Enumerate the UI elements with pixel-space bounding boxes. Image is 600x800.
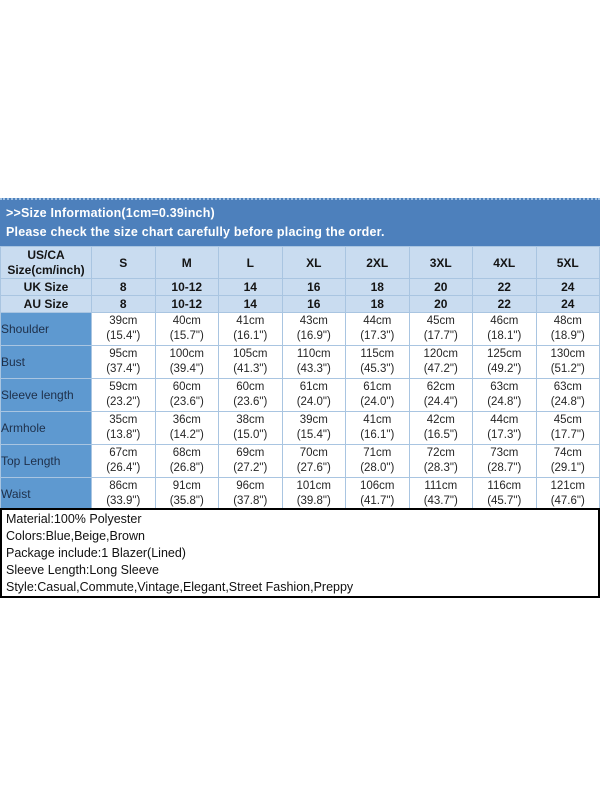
size-column-header: 3XL — [409, 247, 473, 279]
regional-size-cell: 22 — [473, 296, 537, 313]
measurement-cell — [155, 379, 219, 412]
regional-size-label: UK Size — [1, 279, 92, 296]
measurement-cm-value: 44cm — [490, 414, 519, 426]
measurement-inch-value: (23.2") — [106, 396, 141, 408]
size-column-header: 4XL — [473, 247, 537, 279]
measurement-inch-value: (23.6") — [169, 396, 204, 408]
measurement-cell — [409, 313, 473, 346]
measurement-cell — [219, 379, 283, 412]
measurement-cm-value: 63cm — [553, 381, 582, 393]
measurement-cm-value: 48cm — [553, 315, 582, 327]
regional-size-cell: 8 — [92, 296, 156, 313]
regional-size-cell: 14 — [219, 279, 283, 296]
regional-size-cell: 16 — [282, 296, 346, 313]
measurement-cell — [536, 445, 600, 478]
regional-size-cell: 10-12 — [155, 296, 219, 313]
measurement-label: Top Length — [1, 445, 92, 478]
measurement-cm-value: 36cm — [172, 414, 201, 426]
measurement-cell — [282, 478, 346, 511]
measurement-inch-value: (17.7") — [550, 429, 585, 441]
measurement-inch-value: (24.4") — [423, 396, 458, 408]
measurement-cm-value: 61cm — [299, 381, 328, 393]
measurement-inch-value: (33.9") — [106, 495, 141, 507]
measurement-row — [1, 412, 600, 445]
size-chart-table — [0, 246, 600, 511]
measurement-cm-value: 63cm — [490, 381, 519, 393]
measurement-inch-value: (15.4") — [296, 429, 331, 441]
regional-size-cell: 24 — [536, 279, 600, 296]
measurement-inch-value: (24.0") — [296, 396, 331, 408]
measurement-cell — [92, 478, 156, 511]
measurement-cm-value: 69cm — [236, 447, 265, 459]
measurement-cell — [155, 346, 219, 379]
measurement-cm-value: 41cm — [363, 414, 392, 426]
regional-size-cell: 8 — [92, 279, 156, 296]
measurement-cell — [219, 478, 283, 511]
corner-header-cell — [1, 247, 92, 279]
measurement-inch-value: (24.8") — [550, 396, 585, 408]
measurement-cell — [92, 445, 156, 478]
measurement-cell — [473, 346, 537, 379]
measurement-inch-value: (49.2") — [487, 363, 522, 375]
measurement-cm-value: 44cm — [363, 315, 392, 327]
product-details-box — [0, 508, 600, 598]
measurement-inch-value: (45.7") — [487, 495, 522, 507]
measurement-cm-value: 106cm — [359, 480, 395, 492]
regional-size-cell: 20 — [409, 296, 473, 313]
measurement-inch-value: (35.8") — [169, 495, 204, 507]
measurement-cm-value: 42cm — [426, 414, 455, 426]
product-detail-line: Colors:Blue,Beige,Brown — [6, 529, 145, 543]
corner-header-line2: Size(cm/inch) — [7, 262, 85, 277]
measurement-inch-value: (26.4") — [106, 462, 141, 474]
measurement-inch-value: (27.6") — [296, 462, 331, 474]
measurement-inch-value: (43.3") — [296, 363, 331, 375]
measurement-cell — [92, 346, 156, 379]
measurement-label: Bust — [1, 346, 92, 379]
size-column-header: 2XL — [346, 247, 410, 279]
product-detail-line: Package include:1 Blazer(Lined) — [6, 546, 186, 560]
measurement-cell — [473, 412, 537, 445]
measurement-row — [1, 313, 600, 346]
measurement-cm-value: 70cm — [299, 447, 328, 459]
regional-size-cell: 10-12 — [155, 279, 219, 296]
measurement-inch-value: (41.7") — [360, 495, 395, 507]
measurement-inch-value: (17.7") — [423, 330, 458, 342]
measurement-cm-value: 43cm — [299, 315, 328, 327]
measurement-inch-value: (24.8") — [487, 396, 522, 408]
measurement-inch-value: (14.2") — [169, 429, 204, 441]
measurement-cell — [219, 346, 283, 379]
size-column-header: M — [155, 247, 219, 279]
measurement-cell — [536, 346, 600, 379]
measurement-cell — [346, 346, 410, 379]
measurement-label: Waist — [1, 478, 92, 511]
product-detail-line: Style:Casual,Commute,Vintage,Elegant,Street Fashion,Preppy — [6, 580, 354, 594]
measurement-cm-value: 67cm — [109, 447, 138, 459]
regional-size-label: AU Size — [1, 296, 92, 313]
measurement-cm-value: 45cm — [426, 315, 455, 327]
measurement-cell — [282, 313, 346, 346]
measurement-cm-value: 110cm — [296, 348, 331, 360]
measurement-label: Sleeve length — [1, 379, 92, 412]
measurement-cell — [282, 346, 346, 379]
measurement-inch-value: (16.5") — [423, 429, 458, 441]
measurement-inch-value: (17.3") — [487, 429, 522, 441]
measurement-inch-value: (47.6") — [550, 495, 585, 507]
regional-size-cell: 14 — [219, 296, 283, 313]
measurement-cell — [155, 313, 219, 346]
measurement-cm-value: 38cm — [236, 414, 265, 426]
regional-size-cell: 16 — [282, 279, 346, 296]
measurement-cm-value: 116cm — [487, 480, 522, 492]
measurement-inch-value: (16.1") — [233, 330, 268, 342]
measurement-inch-value: (43.7") — [423, 495, 458, 507]
measurement-inch-value: (39.8") — [296, 495, 331, 507]
measurement-cm-value: 96cm — [236, 480, 265, 492]
measurement-cell — [346, 379, 410, 412]
measurement-cm-value: 95cm — [109, 348, 138, 360]
measurement-cm-value: 46cm — [490, 315, 519, 327]
measurement-cm-value: 86cm — [109, 480, 138, 492]
measurement-cm-value: 61cm — [363, 381, 392, 393]
measurement-label: Armhole — [1, 412, 92, 445]
measurement-inch-value: (24.0") — [360, 396, 395, 408]
size-header-row — [1, 247, 600, 279]
measurement-cm-value: 91cm — [172, 480, 201, 492]
measurement-cm-value: 100cm — [169, 348, 205, 360]
corner-header-line1: US/CA — [27, 247, 65, 262]
measurement-inch-value: (37.4") — [106, 363, 141, 375]
measurement-cell — [409, 445, 473, 478]
measurement-cell — [155, 478, 219, 511]
measurement-cell — [346, 412, 410, 445]
regional-size-row — [1, 279, 600, 296]
measurement-cm-value: 59cm — [109, 381, 138, 393]
measurement-inch-value: (15.4") — [106, 330, 141, 342]
measurement-inch-value: (27.2") — [233, 462, 268, 474]
measurement-inch-value: (23.6") — [233, 396, 268, 408]
measurement-inch-value: (13.8") — [106, 429, 141, 441]
measurement-cell — [92, 313, 156, 346]
measurement-cm-value: 121cm — [550, 480, 586, 492]
measurement-inch-value: (29.1") — [550, 462, 585, 474]
regional-size-row — [1, 296, 600, 313]
banner-title: >>Size Information(1cm=0.39inch) — [6, 206, 215, 220]
product-detail-line: Sleeve Length:Long Sleeve — [6, 563, 159, 577]
measurement-cell — [536, 412, 600, 445]
measurement-cm-value: 60cm — [172, 381, 201, 393]
measurement-label: Shoulder — [1, 313, 92, 346]
size-column-header: L — [219, 247, 283, 279]
measurement-cm-value: 74cm — [553, 447, 582, 459]
measurement-cell — [219, 445, 283, 478]
measurement-cm-value: 62cm — [426, 381, 455, 393]
measurement-cm-value: 115cm — [360, 348, 395, 360]
measurement-cell — [409, 412, 473, 445]
measurement-cell — [409, 379, 473, 412]
measurement-cell — [409, 478, 473, 511]
measurement-inch-value: (39.4") — [169, 363, 204, 375]
measurement-cell — [282, 445, 346, 478]
measurement-inch-value: (26.8") — [169, 462, 204, 474]
measurement-inch-value: (15.0") — [233, 429, 268, 441]
measurement-row — [1, 478, 600, 511]
regional-size-cell: 18 — [346, 279, 410, 296]
banner-subtitle: Please check the size chart carefully before placing the order. — [6, 225, 385, 239]
measurement-inch-value: (16.1") — [360, 429, 395, 441]
measurement-cm-value: 39cm — [109, 315, 138, 327]
measurement-cm-value: 72cm — [426, 447, 455, 459]
measurement-row — [1, 379, 600, 412]
measurement-cm-value: 68cm — [172, 447, 201, 459]
regional-size-cell: 24 — [536, 296, 600, 313]
measurement-cell — [219, 313, 283, 346]
measurement-cell — [155, 445, 219, 478]
measurement-cell — [282, 412, 346, 445]
measurement-cell — [473, 445, 537, 478]
measurement-inch-value: (41.3") — [233, 363, 268, 375]
size-column-header: 5XL — [536, 247, 600, 279]
measurement-cell — [346, 313, 410, 346]
measurement-cm-value: 71cm — [363, 447, 392, 459]
measurement-cell — [92, 379, 156, 412]
measurement-cm-value: 105cm — [232, 348, 268, 360]
measurement-inch-value: (15.7") — [169, 330, 204, 342]
measurement-cell — [409, 346, 473, 379]
measurement-inch-value: (28.0") — [360, 462, 395, 474]
measurement-cm-value: 39cm — [299, 414, 328, 426]
measurement-cm-value: 111cm — [424, 480, 458, 492]
measurement-inch-value: (37.8") — [233, 495, 268, 507]
measurement-cm-value: 41cm — [236, 315, 265, 327]
measurement-cell — [155, 412, 219, 445]
measurement-cell — [473, 379, 537, 412]
measurement-inch-value: (28.7") — [487, 462, 522, 474]
regional-size-cell: 22 — [473, 279, 537, 296]
measurement-cell — [536, 313, 600, 346]
measurement-cm-value: 73cm — [490, 447, 519, 459]
measurement-inch-value: (28.3") — [423, 462, 458, 474]
measurement-cm-value: 101cm — [296, 480, 332, 492]
measurement-cm-value: 60cm — [236, 381, 265, 393]
measurement-cm-value: 40cm — [172, 315, 201, 327]
measurement-cell — [346, 478, 410, 511]
measurement-inch-value: (18.9") — [550, 330, 585, 342]
measurement-cm-value: 130cm — [550, 348, 586, 360]
measurement-cm-value: 45cm — [553, 414, 582, 426]
size-column-header: S — [92, 247, 156, 279]
regional-size-cell: 18 — [346, 296, 410, 313]
measurement-inch-value: (18.1") — [487, 330, 522, 342]
measurement-cm-value: 125cm — [486, 348, 522, 360]
size-column-header: XL — [282, 247, 346, 279]
measurement-inch-value: (51.2") — [550, 363, 585, 375]
measurement-cell — [473, 478, 537, 511]
measurement-cell — [92, 412, 156, 445]
measurement-cell — [346, 445, 410, 478]
measurement-inch-value: (45.3") — [360, 363, 395, 375]
product-detail-line: Material:100% Polyester — [6, 512, 142, 526]
size-info-banner — [0, 198, 600, 246]
measurement-inch-value: (17.3") — [360, 330, 395, 342]
measurement-cell — [536, 478, 600, 511]
measurement-cm-value: 35cm — [109, 414, 138, 426]
measurement-inch-value: (16.9") — [296, 330, 331, 342]
measurement-row — [1, 346, 600, 379]
regional-size-cell: 20 — [409, 279, 473, 296]
measurement-row — [1, 445, 600, 478]
measurement-cell — [473, 313, 537, 346]
measurement-cell — [282, 379, 346, 412]
measurement-cell — [219, 412, 283, 445]
measurement-cm-value: 120cm — [423, 348, 459, 360]
measurement-inch-value: (47.2") — [423, 363, 458, 375]
measurement-cell — [536, 379, 600, 412]
